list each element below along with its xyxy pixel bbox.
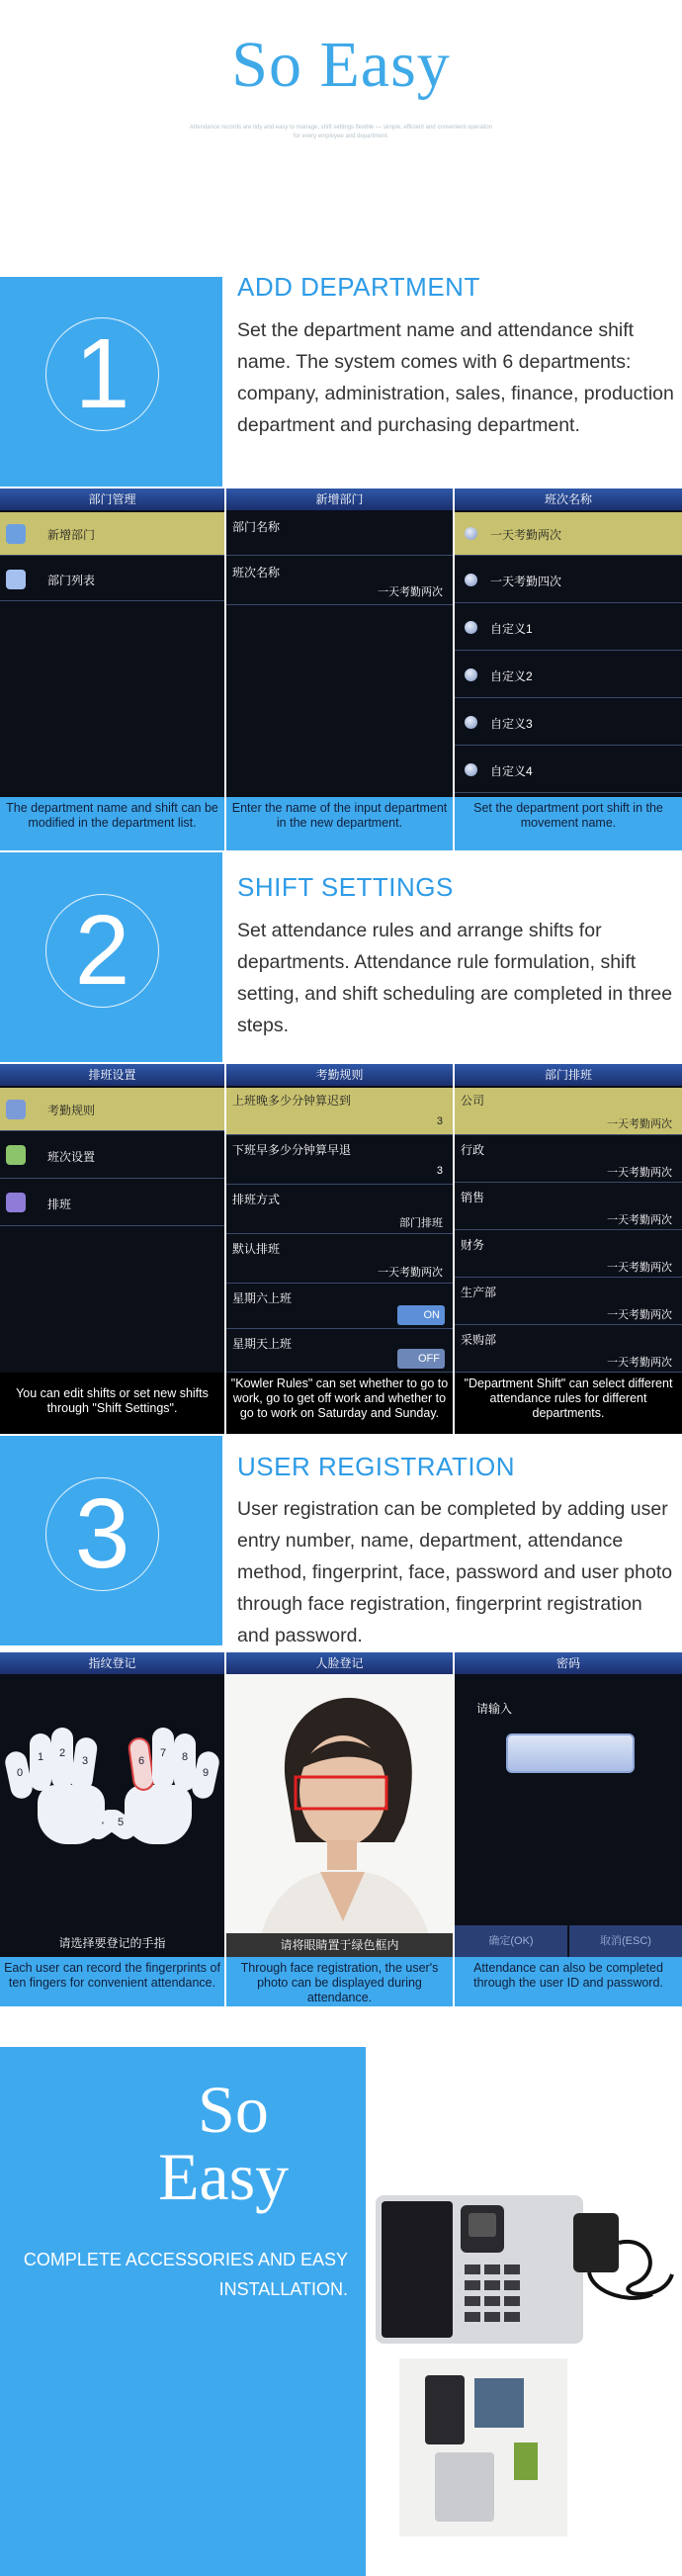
menu-item-department-list[interactable]: 部门列表 [0,558,224,601]
section3-title: USER REGISTRATION [237,1452,516,1481]
shift-option-2[interactable]: 一天考勤四次 [455,558,682,603]
caption-fingerprint: Each user can record the fingerprints of ten fingers for convenient attendance. [0,1957,224,2006]
screen-face-registration [226,1652,453,1957]
dept-row-company[interactable]: 公司 一天考勤两次 [455,1088,682,1135]
shift-option-3[interactable]: 自定义1 [455,605,682,651]
product-photo [366,2156,682,2551]
screen-title-bar: 人脸登记 [226,1652,453,1674]
department-list-icon [6,570,26,589]
section3-number-circle [45,1477,159,1591]
saturday-toggle[interactable]: ON [397,1305,445,1325]
section3-body: User registration can be completed by adding user entry number, name, department, attendance method, fingerprint, face, password and user photo through face registration, fingerprint registration and password. [237,1498,673,1646]
screen-title-bar: 排班设置 [0,1064,224,1086]
ok-button[interactable]: 确定(OK) [455,1925,567,1957]
section3-number-panel [0,1436,222,1645]
screen-title-bar: 班次名称 [455,489,682,510]
menu-item-shift-settings[interactable]: 班次设置 [0,1133,224,1179]
bottom-title-line2: Easy [158,2139,290,2214]
menu-item-scheduling[interactable]: 排班 [0,1181,224,1226]
dept-row-purchasing[interactable]: 采购部 一天考勤两次 [455,1327,682,1373]
cancel-button[interactable]: 取消(ESC) [569,1925,682,1957]
screen-title-bar: 部门排班 [455,1064,682,1086]
screen-title-bar: 考勤规则 [226,1064,453,1086]
hero-title: So Easy [231,29,451,101]
rule-row-default-schedule[interactable]: 默认排班 一天考勤两次 [226,1236,453,1284]
screen-title-bar: 密码 [455,1652,682,1674]
caption-department-shift: "Department Shift" can select different attendance rules for different departments. [455,1373,682,1434]
shift-option-1[interactable]: 一天考勤两次 [455,512,682,556]
screen-title-bar: 指纹登记 [0,1652,224,1674]
scheduling-icon [6,1193,26,1212]
rules-icon [6,1100,26,1119]
bottom-tagline: COMPLETE ACCESSORIES AND EASY INSTALLATION. [23,2250,348,2299]
department-name-field[interactable]: 部门名称 [226,512,453,556]
section2-body: Set attendance rules and arrange shifts for departments. Attendance rule formulation, shift setting, and shift scheduling are completed in three steps. [237,920,673,1036]
shift-option-6[interactable]: 自定义4 [455,748,682,793]
hero-subtitle: Attendance records are tidy and easy to manage, shift settings flexible — simple, efficient and convenient operation for every employee and department. [189,125,493,139]
section2-title: SHIFT SETTINGS [237,872,454,902]
section1-number: 1 [74,318,130,429]
caption-password: Attendance can also be completed through the user ID and password. [455,1957,682,2006]
section2-number-circle [45,894,159,1008]
caption-face: Through face registration, the user's photo can be displayed during attendance. [226,1957,453,2006]
screen-fingerprint-registration: 指纹登记 0 1 2 3 5 6 7 8 9 请选择要登记的手指 [0,1652,224,1957]
dept-row-admin[interactable]: 行政 一天考勤两次 [455,1137,682,1183]
face-photo [226,1674,453,1957]
rule-row-late[interactable]: 上班晚多少分钟算迟到 3 [226,1088,453,1135]
shift-option-5[interactable]: 自定义3 [455,700,682,746]
bottom-blue-panel [0,2047,366,2576]
fingerprint-hint: 请选择要登记的手指 [58,1936,166,1950]
section1-number-circle [45,317,159,431]
password-input[interactable] [506,1733,635,1773]
shift-name-field[interactable]: 班次名称 一天考勤两次 [226,558,453,605]
bottom-title-line1: So [198,2072,269,2147]
screen-add-department [226,489,453,797]
rule-row-saturday[interactable]: 星期六上班 ON [226,1286,453,1329]
shift-settings-icon [6,1145,26,1165]
rule-row-sunday[interactable]: 星期天上班 OFF [226,1331,453,1373]
screen-department-menu [0,489,224,797]
dept-row-finance[interactable]: 财务 一天考勤两次 [455,1232,682,1278]
section2-number: 2 [74,895,130,1006]
right-hand-palm [125,1785,192,1844]
add-department-icon [6,524,26,544]
screen-schedule-settings [0,1064,224,1373]
password-prompt: 请输入 [476,1702,513,1716]
caption-kowler-rules: "Kowler Rules" can set whether to go to work, go to get off work and whether to go to work on Saturday and Sunday. [226,1373,453,1434]
shift-option-4[interactable]: 自定义2 [455,653,682,698]
dept-row-production[interactable]: 生产部 一天考勤两次 [455,1280,682,1325]
section3-number: 3 [74,1478,130,1589]
screen-title-bar: 部门管理 [0,489,224,510]
caption-department-list: The department name and shift can be modified in the department list. [0,797,224,850]
screen-password [455,1652,682,1957]
section1-number-panel [0,277,222,487]
screen-department-shift [455,1064,682,1373]
section2-number-panel [0,852,222,1062]
menu-item-add-department[interactable]: 新增部门 [0,512,224,556]
caption-shift-settings: You can edit shifts or set new shifts through "Shift Settings". [0,1373,224,1434]
section1-body: Set the department name and attendance shift name. The system comes with 6 departments: company, administration, sales, finance, production department and purchasing department. [237,319,674,436]
screen-shift-name [455,489,682,797]
sunday-toggle[interactable]: OFF [397,1349,445,1369]
rule-row-early[interactable]: 下班早多少分钟算早退 3 [226,1137,453,1185]
section1-title: ADD DEPARTMENT [237,272,480,302]
menu-item-attendance-rules[interactable]: 考勤规则 [0,1088,224,1131]
caption-new-department: Enter the name of the input department in the new department. [226,797,453,850]
rule-row-schedule-mode[interactable]: 排班方式 部门排班 [226,1187,453,1234]
screen-attendance-rules [226,1064,453,1373]
face-hint: 请将眼睛置于绿色框内 [226,1933,453,1957]
caption-shift-name: Set the department port shift in the movement name. [455,797,682,850]
screen-title-bar: 新增部门 [226,489,453,510]
dept-row-sales[interactable]: 销售 一天考勤两次 [455,1185,682,1230]
